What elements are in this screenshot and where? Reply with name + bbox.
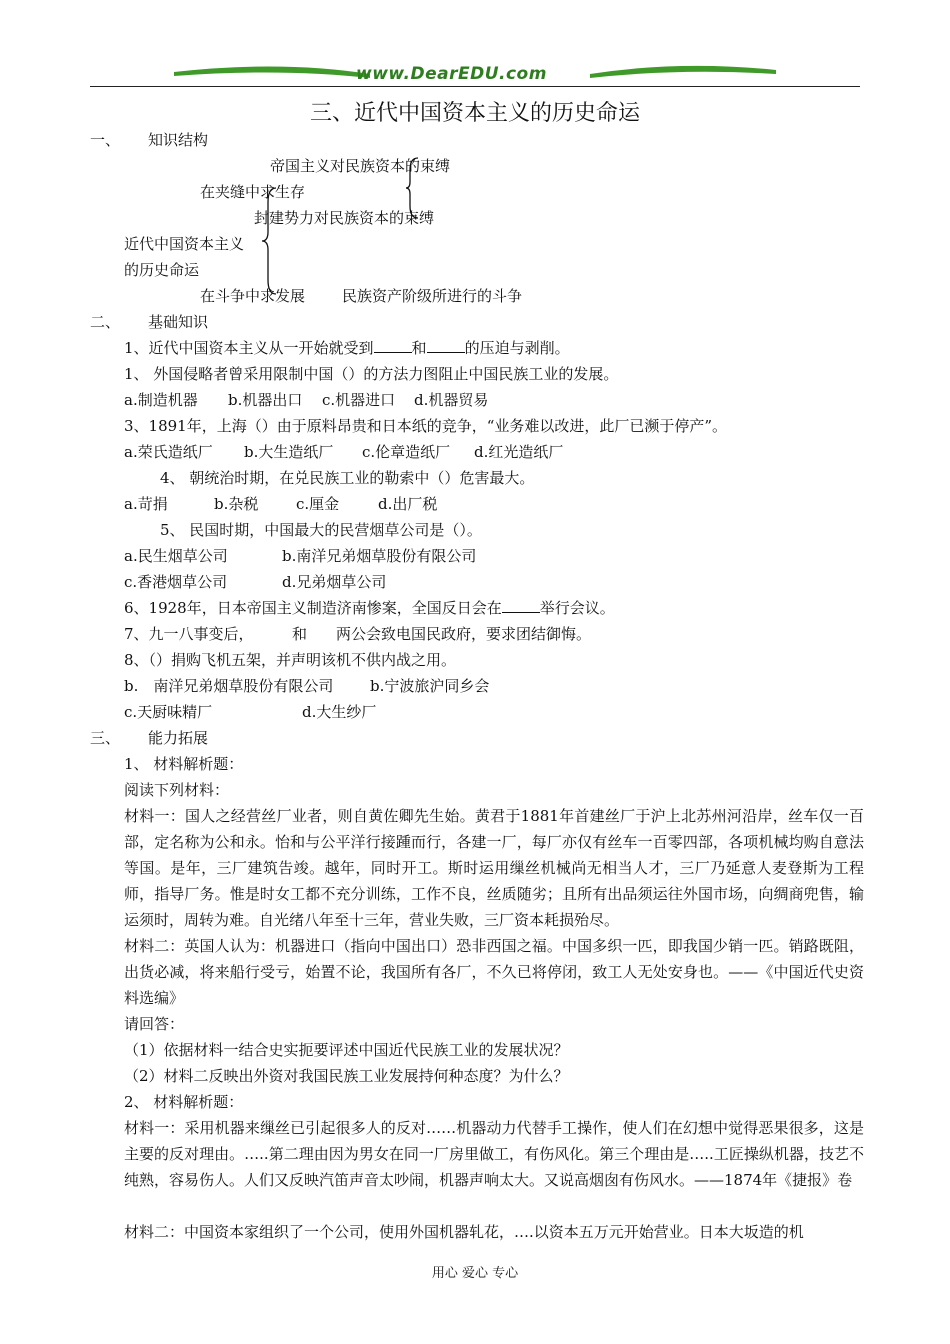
sub-question-2: （2）材料二反映出外资对我国民族工业发展持何种态度？为什么？ — [124, 1067, 569, 1085]
brace-outer — [260, 186, 280, 296]
section-3-number: 三、 — [90, 729, 121, 747]
question-6-part-a: 6、1928年，日本帝国主义制造济南惨案，全国反日会在 — [124, 599, 502, 617]
question-8-option-c: c.天厨味精厂 — [124, 703, 213, 721]
question-3-option-c: c.伦章造纸厂 — [362, 443, 451, 461]
question-8: 8、（）捐购飞机五架，并声明该机不供内战之用。 — [124, 651, 457, 669]
structure-line-5: 的历史命运 — [124, 261, 200, 279]
section-1-number: 一、 — [90, 131, 121, 149]
question-5-option-b: b.南洋兄弟烟草股份有限公司 — [282, 547, 477, 565]
blank-3[interactable] — [502, 598, 540, 613]
question-3-option-a: a.荣氏造纸厂 — [124, 443, 213, 461]
question-4-option-c: c.厘金 — [296, 495, 340, 513]
blank-2[interactable] — [427, 338, 465, 353]
section-2-number: 二、 — [90, 313, 121, 331]
section-3-heading: 能力拓展 — [148, 729, 209, 747]
question-4-option-d: d.出厂税 — [378, 495, 438, 513]
question-1-part-b: 和 — [411, 339, 427, 357]
question-2: 1、 外国侵略者曾采用限制中国（）的方法力图阻止中国民族工业的发展。 — [124, 365, 619, 383]
material-3-paragraph: 材料一：采用机器来缫丝已引起很多人的反对……机器动力代替手工操作，使人们在幻想中觉得恶果很多，这是主要的反对理由。…..第二理由因为男女在同一厂房里做工，有伤风化。第三个理由是…..工匠操纵机器，技艺不纯熟，容易伤人。人们又反映汽笛声音太吵闹，机器声响太大。又说高烟囱有伤风水。——1874年《捷报》卷 — [124, 1119, 864, 1189]
question-8-option-b: b.宁波旅沪同乡会 — [370, 677, 490, 695]
analysis-1-heading: 1、 材料解析题： — [124, 755, 244, 773]
material-1-paragraph: 材料一：国人之经营丝厂业者，则自黄佐卿先生始。黄君于1881年首建丝厂于沪上北苏州河沿岸，丝车仅一百部，定名称为公和永。怡和与公平洋行接踵而行，各建一厂，每厂亦仅有丝车一百零四部，各项机械均购自意法等国。是年，三厂建筑告竣。越年，同时开工。斯时运用缫丝机械尚无相当人才，三厂乃延意人麦登斯为工程师，指导厂务。惟是时女工都不充分训练，工作不良，丝质随劣；且所有出品须运往外国市场，向绸商兜售，输运须时，周转为难。自光绪八年至十三年，营业失败，三厂资本耗损殆尽。 — [124, 807, 864, 929]
question-1-part-a: 1、近代中国资本主义从一开始就受到 — [124, 339, 374, 357]
question-2-option-c: c.机器进口 — [322, 391, 396, 409]
question-7-part-a: 7、九一八事变后， — [124, 625, 254, 643]
question-2-option-a: a.制造机器 — [124, 391, 198, 409]
question-4-option-b: b.杂税 — [214, 495, 259, 513]
material-2-paragraph: 材料二：英国人认为：机器进口（指向中国出口）恐非西国之福。中国多织一匹，即我国少销一匹。销路既阻，出货必减，将来船行受亏，始置不论，我国所有各厂，不久已将停闭，致工人无处安身也。——《中国近代史资料选编》 — [124, 937, 864, 1007]
sub-question-1: （1）依据材料一结合史实扼要评述中国近代民族工业的发展状况？ — [124, 1041, 569, 1059]
question-5: 5、 民国时期，中国最大的民营烟草公司是（）。 — [160, 521, 482, 539]
page-title: 三、近代中国资本主义的历史命运 — [309, 101, 640, 126]
material-4-paragraph: 材料二：中国资本家组织了一个公司，使用外国机器轧花，….以资本五万元开始营业。日本大坂造的机 — [124, 1223, 804, 1241]
question-1-part-c: 的压迫与剥削。 — [464, 339, 570, 357]
question-7-part-c: 两公会致电国民政府，要求团结御悔。 — [336, 625, 592, 643]
header-rule — [90, 86, 860, 87]
page-footer: 用心 爱心 专心 — [431, 1266, 519, 1281]
question-2-option-d: d.机器贸易 — [414, 391, 489, 409]
structure-line-3: 封建势力对民族资本的束缚 — [254, 209, 435, 227]
question-5-option-c: c.香港烟草公司 — [124, 573, 228, 591]
question-2-option-b: b.机器出口 — [228, 391, 303, 409]
structure-line-1: 帝国主义对民族资本的束缚 — [270, 157, 451, 175]
question-5-option-d: d.兄弟烟草公司 — [282, 573, 387, 591]
question-6 — [124, 598, 615, 618]
answer-prompt: 请回答： — [124, 1015, 185, 1033]
question-3: 3、1891年，上海（）由于原料昂贵和日本纸的竞争，“业务难以改进，此厂已濒于停产”。 — [124, 417, 728, 435]
structure-line-2: 在夹缝中求生存 — [200, 183, 306, 201]
read-instruction: 阅读下列材料： — [124, 781, 230, 799]
structure-line-4: 近代中国资本主义 — [124, 235, 245, 253]
section-2-heading: 基础知识 — [148, 313, 209, 331]
section-1-heading: 知识结构 — [148, 131, 209, 149]
blank-1[interactable] — [374, 338, 412, 353]
question-7-part-b: 和 — [292, 625, 308, 643]
question-8-option-d: d.大生纱厂 — [302, 703, 377, 721]
header-logo[interactable]: www.DearEDU.com — [356, 64, 547, 84]
question-6-part-b: 举行会议。 — [539, 599, 615, 617]
question-5-option-a: a.民生烟草公司 — [124, 547, 228, 565]
analysis-2-heading: 2、 材料解析题： — [124, 1093, 244, 1111]
question-3-option-b: b.大生造纸厂 — [244, 443, 334, 461]
brace-inner — [404, 156, 422, 220]
structure-line-6b: 民族资产阶级所进行的斗争 — [342, 287, 523, 305]
question-1 — [124, 338, 570, 358]
question-4-option-a: a.苛捐 — [124, 495, 168, 513]
question-3-option-d: d.红光造纸厂 — [474, 443, 564, 461]
question-8-option-a: b. 南洋兄弟烟草股份有限公司 — [124, 677, 334, 695]
structure-line-6a: 在斗争中求发展 — [200, 287, 306, 305]
question-4: 4、 朝统治时期，在兑民族工业的勒索中（）危害最大。 — [160, 469, 535, 487]
